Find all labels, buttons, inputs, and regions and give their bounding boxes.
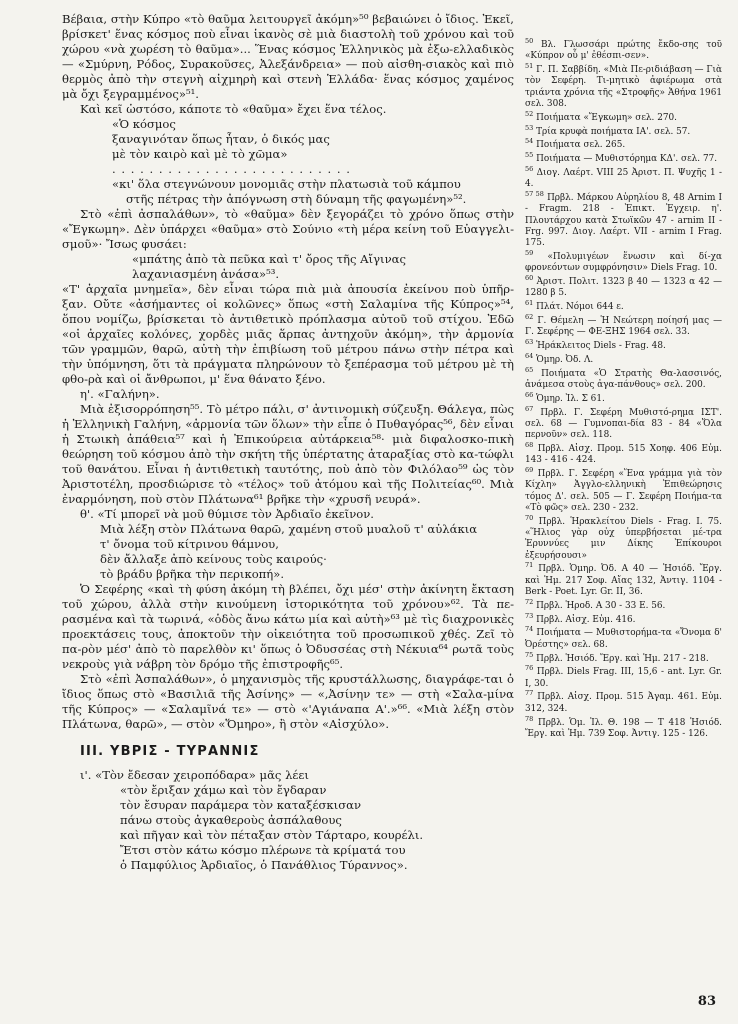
- verse-quote: [120, 783, 514, 873]
- footnote: [525, 62, 722, 110]
- verse-line: «μπάτης ἀπὸ τὰ πεῦκα καὶ τ' ὄρος τῆς Αἴγινας: [132, 252, 406, 266]
- footnote-number: 68: [525, 441, 534, 450]
- footnote-text: «Πολυμιγέων ἕνωσιν καὶ δί-χα φρονεόντων συμφρόνησιν» Diels Frag. 10.: [525, 252, 722, 274]
- footnote-text: Ποιήματα — Μυθιστόρημα ΚΔ'. σελ. 77.: [536, 154, 718, 165]
- paragraph: Ὁ Σεφέρης «καὶ τὴ φύση ἀκόμη τὴ βλέπει, ὄχι μέσ' στὴν ἀκίνητη ἔκταση τοῦ χώρου, ἀλλὰ στὴν κινούμενη ἱστορικότητα τοῦ χρόνου»⁶². Τὰ πε-ρασμένα καὶ τὰ τωρινά, «ὁδὸς ἄνω κάτω μία καὶ αὐτὴ»⁶³ μὲ τὶς διαχρονικὲς προεκτάσεις τους, ἀποκτοῦν τὴν οἰκειότητα τοῦ προσωπικοῦ χθές. Ζεῖ τὸ πα-ρὸν μέσ' ἀπὸ τὸ παρελθὸν κι' ὅπως ὁ Ὀδυσσέας στὴ Νέκυια⁶⁴ ρωτᾶ τοὺς νεκροὺς γιὰ νάβρη τὸν δρόμο τῆς ἐπιστροφῆς⁶⁵.: [62, 582, 514, 671]
- footnote-text: Πλάτ. Νόμοι 644 ε.: [536, 302, 624, 313]
- footnote-text: Πρβλ. Ἡσιόδ. Ἔργ. καὶ Ἡμ. 217 - 218.: [536, 653, 709, 664]
- footnote-number: 67: [525, 404, 534, 413]
- footnote-text: Πρβλ. Γ. Σεφέρη «Ἕνα γράμμα γιὰ τὸν Κίχλη» Ἀγγλο-ελληνικὴ Ἐπιθεώρησις τόμος Δ'. σελ. 505 — Γ. Σεφέρη Ποιήμα-τα «Τὸ φῶς» σελ. 230 - 232.: [525, 469, 722, 513]
- footnote-number: 69: [525, 466, 534, 475]
- footnote-text: Πρβλ. Μάρκου Αὐρηλίου 8, 48 Arnim I - Fragm. 218 - Ἐπικτ. Ἐγχειρ. η'. Πλουτάρχου κατὰ Στωϊκῶν 47 - arnim II - Frg. 997. Διογ. Λαέρτ. VII - arnim I Frag. 175.: [525, 193, 723, 249]
- verse-line: «τὸν ἔριξαν χάμω καὶ τὸν ἔγδαραν: [120, 783, 327, 797]
- verse-line: «κι' ὅλα στεγνώνουν μονομιᾶς στὴν πλατωσιὰ τοῦ κάμπου: [112, 177, 461, 191]
- footnote-text: Βλ. Γλωσσάρι πρώτης ἔκδο-σης τοῦ «Κύπρον οὗ μ' ἐθέσπι-σεν».: [525, 40, 722, 62]
- footnote-number: 60: [525, 274, 534, 283]
- footnote-text: Γ. Π. Σαββίδη. «Μιὰ Πε-ριδιάβαση — Γιὰ τὸν Σεφέρη. Τι-μητικὸ ἀφιέρωμα στὰ τριάντα χρόνια τῆς «Στροφῆς» Ἀθήνα 1961 σελ. 308.: [525, 65, 722, 109]
- paragraph: Καὶ κεῖ ὡστόσο, κάποτε τὸ «θαῦμα» ἔχει ἕνα τέλος.: [80, 102, 387, 116]
- footnote-text: Ποιήματα «Ὁ Στρατὴς Θα-λασσινός, ἀνάμεσα στοὺς ἀγα-πάνθους» σελ. 200.: [525, 368, 723, 391]
- footnote-text: Διογ. Λαέρτ. VIII 25 Ἀριστ. Π. Ψυχῆς 1 - 4.: [525, 167, 722, 190]
- paragraph: Στὸ «ἐπὶ Ἀσπαλάθων», ὁ μηχανισμὸς τῆς κρυστάλλωσης, διαγράφε-ται ὁ ἴδιος ὅπως στὸ «Βασιλιᾶ τῆς Ἀσίνης» — «,Ἀσίνην τε» — στὴ «Σαλα-μίνα τῆς Κύπρος» — «Σαλαμῖνά τε» — στὸ «'Αγιάναπα Α'.»⁶⁶. «Μιὰ λέξη στὸν Πλάτωνα, θαρῶ», — στὸν «Ὅμηρο», ἢ στὸν «Αἰσχύλο».: [62, 672, 514, 731]
- footnote: [525, 137, 722, 151]
- footnote-number: 52: [525, 109, 534, 118]
- verse-line: «Ὁ κόσμος: [112, 117, 176, 131]
- section-heading: III. ΥΒΡΙΣ - ΤΥΡΑΝΝΙΣ: [80, 744, 260, 759]
- footnote: [525, 625, 722, 651]
- footnote-text: Πρβλ. Αἰσχ. Προμ. 515 Ἀγαμ. 461. Εὐμ. 312, 324.: [525, 692, 722, 714]
- footnote-number: 55: [525, 151, 534, 160]
- footnote: [525, 37, 722, 63]
- footnote-number: 74: [525, 625, 534, 634]
- footnote-text: Πρβλ. Αἰσχ. Εὐμ. 416.: [536, 614, 636, 625]
- footnote: [525, 313, 723, 339]
- footnote: [525, 466, 722, 514]
- footnote-text: Πρβλ. Ὁμ. Ἰλ. Θ. 198 — Τ 418 Ἡσιόδ. Ἔργ. καὶ Ἡμ. 739 Σοφ. Ἀντιγ. 125 - 126.: [525, 717, 722, 739]
- footnote-text: Γ. Θέμελη — Ἡ Νεώτερη ποίησή μας — Γ. Σεφέρης — ΦΕ-ΞΗΣ 1964 σελ. 33.: [525, 316, 723, 338]
- footnote-number: 77: [525, 689, 534, 698]
- footnote-text: Ποιήματα «Ἔγκωμη» σελ. 270.: [536, 112, 677, 123]
- footnote-text: Ὁμηρ. Ἰλ. Σ 61.: [536, 393, 605, 404]
- footnote-number: 70: [525, 513, 534, 522]
- subsection-heading: η'. «Γαλήνη».: [80, 387, 160, 401]
- footnote: [525, 123, 722, 138]
- paragraph: Μιὰ ἐξισορρόπηση⁵⁵. Τὸ μέτρο πάλι, σ' ἀντινομικὴ σύζευξη. Θάλεγα, πὼς ἡ Ἑλληνικὴ Γαλήνη, «ἁρμονία τῶν ὅλων» τὴν εἶπε ὁ Πυθαγόρας⁵⁶, δὲν εἶναι ἡ Στωικὴ ἀπάθεια⁵⁷ καὶ ἡ Ἐπικούρεια αὐτάρκεια⁵⁸· μιὰ διφαλοσκο-πικὴ θεώρηση τοῦ κόσμου ἀπὸ τὴν σκήτη τῆς ὑπέρτατης ἀταραξίας στὸ κα-τώφλι τοῦ θανάτου. Εἶναι ἡ ἀντιθετικὴ ταυτότης, ποὺ ἀπὸ τὸν Φιλόλαο⁵⁹ ὡς τὸν Ἀριστοτέλη, προσδιώρισε τὸ «τέλος» τοῦ ἀτόμου καὶ τῆς Πολιτείας⁶⁰. Μιὰ ἐναρμόνηση, ποὺ στὸν Πλάτωνα⁶¹ βρῆκε τὴν «χρυσῆ νευρά».: [62, 402, 514, 506]
- footnote: [525, 274, 722, 300]
- verse-quote: [100, 522, 514, 582]
- subsection-heading: ι'. «Τὸν ἔδεσαν χειροπόδαρα» μᾶς λέει: [80, 768, 309, 782]
- footnote: [525, 611, 722, 626]
- footnote-number: 64: [525, 351, 534, 360]
- footnote-number: 62: [525, 313, 534, 322]
- footnote: [525, 650, 722, 665]
- footnote-number: 59: [525, 249, 534, 258]
- footnote-text: Ἡράκλειτος Diels - Frag. 48.: [536, 341, 666, 352]
- verse-line: τὸν ἔσυραν παράμερα τὸν καταξέσκισαν: [120, 798, 361, 812]
- footnote-number: 76: [525, 664, 534, 673]
- footnote-number: 66: [525, 390, 534, 399]
- footnote-text: Πρβλ. Αἰσχ. Προμ. 515 Χοηφ. 406 Εὐμ. 143 - 416 - 424.: [525, 444, 722, 466]
- footnote: [525, 190, 723, 249]
- footnote-number: 72: [525, 597, 534, 606]
- footnote: [525, 597, 722, 612]
- verse-line: ξαναγινόταν ὅπως ἦταν, ὁ δικός μας: [112, 132, 330, 146]
- footnote-number: 50: [525, 37, 534, 46]
- footnotes-column: [525, 37, 723, 743]
- verse-line: πάνω στοὺς ἀγκαθεροὺς ἀσπάλαθους: [120, 813, 342, 827]
- footnote: [525, 351, 722, 366]
- paragraph: Στὸ «ἐπὶ ἀσπαλάθων», τὸ «θαῦμα» δὲν ξεγοράζει τὸ χρόνο ὅπως στὴν «Ἔγκωμη». Δὲν ὑπάρχει «θαῦμα» στὸ Σούνιο «τὴ μέρα κείνη τοῦ Εὐαγγελι-σμοῦ»· Ἴσως φυσάει:: [62, 207, 514, 251]
- verse-line: τὸ βράδυ βρῆκα τὴν περικοπή».: [100, 567, 285, 581]
- footnote: [525, 689, 722, 715]
- footnote: [525, 664, 722, 690]
- footnote-text: Ποιήματα σελ. 265.: [536, 140, 626, 151]
- footnote: [525, 338, 722, 352]
- paragraph: «Τ' ἀρχαῖα μνημεῖα», δὲν εἶναι τώρα πιὰ μιὰ ἀπουσία ἐκείνου ποὺ ὑπῆρ-ξαν. Οὔτε «ἀσήμαντες οἱ κολῶνες» ὅπως «στὴ Σαλαμίνα τῆς Κύπρος»⁵⁴, ὅπου νομίζω, βρίσκεται τὸ ἀντιθετικὸ πρόπλασμα αὐτοῦ τοῦ στίχου. Ἐδῶ «οἱ ἀρχαῖες κολόνες, χορδὲς μιᾶς ἅρπας ἀντηχοῦν ἀκόμη», τὴν ἁρμονία τῶν γραμμῶν, θαρῶ, αὐτὴ τὴν ἐπιβίωση τοῦ μέτρου πάνω στὴν πέτρα καὶ τὴν ὑπόμνηση, ὅτι τὰ πράγματα πληρώνουν τὸ ξεπέρασμα τοῦ μέτρου μὲ τὴ φθο-ρὰ καὶ οἱ ἄνθρωποι, μ' ἕνα θάνατο ξένο.: [62, 282, 514, 386]
- footnote-text: Ὁμηρ. Ὀδ. Λ.: [536, 354, 594, 365]
- footnote-number: 75: [525, 650, 534, 659]
- footnote-number: 78: [525, 714, 534, 723]
- footnote-text: Πρβλ. Ἡροδ. Α 30 - 33 Ε. 56.: [536, 600, 666, 611]
- verse-line: ὁ Παμφύλιος Ἀρδιαῖος, ὁ Πανάθλιος Τύραννος».: [120, 858, 408, 872]
- footnote: [525, 165, 722, 191]
- verse-line: στῆς πέτρας τὴν ἀπόγνωση στὴ δύναμη τῆς φαγωμένη»⁵².: [126, 192, 467, 206]
- footnote-number: 51: [525, 62, 534, 71]
- paragraph: Βέβαια, στὴν Κύπρο «τὸ θαῦμα λειτουργεῖ ἀκόμη»⁵⁰ βεβαιώνει ὁ ἴδιος. Ἐκεῖ, βρίσκετ' ἕνας κόσμος ποὺ εἶναι ἱκανὸς σὲ μιὰ διαστολὴ τοῦ χρόνου καὶ τοῦ χώρου «νὰ χωρέση τὸ θαῦμα»... Ἕνας κόσμος Ἑλληνικὸς μὰ ἐξω-ελλαδικὸς — «Σμύρνη, Ρόδος, Συρακοῦσες, Ἀλεξάνδρεια» — ποὺ αἰσθη-σιακὸς καὶ πιὸ θερμὸς ἀπὸ τὴν στεγνὴ αἰχμηρὴ καὶ στενὴ Ἑλλάδα· ἕνας κόσμος χαμένος μὰ ὄχι ξεγραμμένος»⁵¹.: [62, 12, 514, 101]
- footnote-text: Ποιήματα — Μυθιστορήμα-τα «Ὄνομα δ' Ὀρέστης» σελ. 68.: [525, 628, 722, 650]
- footnote-text: Πρβλ. Ἡρακλείτου Diels - Frag. Ι. 75. «Ἥλιος γὰρ οὐχ ὑπερβήσεται μέ-τρα Ἐρυννύες μιν Δίκης Ἐπίκουροι ἐξευρήσουσι»: [525, 516, 722, 561]
- footnote: [525, 404, 723, 442]
- footnote: [525, 365, 723, 392]
- footnote-number: 57 58: [525, 190, 544, 199]
- footnote-text: Πρβλ. Γ. Σεφέρη Μυθιστό-ρημα ΙΣΤ'. σελ. 68 — Γυμνοπαι-δία 83 - 84 «Ὅλα περνοῦν» σελ. 118.: [525, 407, 723, 441]
- subsection-heading: θ'. «Τί μπορεῖ νὰ μοῦ θύμισε τὸν Ἀρδιαῖο ἐκεῖνον.: [80, 507, 374, 521]
- footnote-number: 63: [525, 338, 534, 347]
- footnote: [525, 299, 722, 313]
- verse-line: λαχανιασμένη ἀνάσα»⁵³.: [132, 267, 280, 281]
- verse-line: καὶ πῆγαν καὶ τὸν πέταξαν στὸν Τάρταρο, κουρέλι.: [120, 828, 424, 842]
- verse-quote: [112, 117, 514, 207]
- footnote-number: 53: [525, 123, 534, 132]
- footnote: [525, 561, 722, 598]
- footnote-number: 54: [525, 137, 534, 146]
- main-column: [62, 12, 514, 873]
- page-number: 83: [697, 994, 716, 1009]
- footnote-number: 61: [525, 299, 534, 308]
- verse-line: Μιὰ λέξη στὸν Πλάτωνα θαρῶ, χαμένη στοῦ μυαλοῦ τ' αὐλάκια: [100, 522, 478, 536]
- footnote-number: 73: [525, 611, 534, 620]
- verse-ellipsis: . . . . . . . . . . . . . . . . . . . . . . . . . .: [112, 162, 351, 176]
- footnote: [525, 513, 722, 562]
- footnote-text: Ἀριστ. Πολιτ. 1323 β 40 — 1323 α 42 — 1280 β 5.: [525, 277, 722, 299]
- verse-quote: [132, 252, 514, 282]
- footnote: [525, 441, 722, 467]
- footnote-number: 56: [525, 165, 534, 173]
- footnote: [525, 390, 722, 405]
- footnote: [525, 151, 722, 165]
- footnote: [525, 249, 722, 275]
- footnote-text: Πρβλ. Diels Frag. III, 15,6 - ant. Lyr. Gr. I, 30.: [525, 667, 722, 689]
- footnote: [525, 714, 722, 741]
- footnote-text: Πρβλ. Ὁμηρ. Ὀδ. Α 40 — Ἡσιόδ. Ἔργ. καὶ Ἡμ. 217 Σοφ. Αἴας 132, Ἀντιγ. 1104 - Berk - Poet. Lyr. Gr. II, 36.: [525, 564, 722, 598]
- footnote-number: 65: [525, 365, 534, 374]
- footnote-number: 71: [525, 561, 534, 570]
- verse-line: Ἔτσι στὸν κάτω κόσμο πλέρωνε τὰ κρίματά του: [120, 843, 406, 857]
- footnote-text: Τρία κρυφὰ ποιήματα ΙΑ'. σελ. 57.: [536, 126, 691, 137]
- verse-line: δὲν ἄλλαξε ἀπὸ κείνους τοὺς καιρούς·: [100, 552, 327, 566]
- footnote: [525, 109, 722, 124]
- verse-line: μὲ τὸν καιρὸ καὶ μὲ τὸ χῶμα»: [112, 147, 288, 161]
- verse-line: τ' ὄνομα τοῦ κίτρινου θάμνου,: [100, 537, 279, 551]
